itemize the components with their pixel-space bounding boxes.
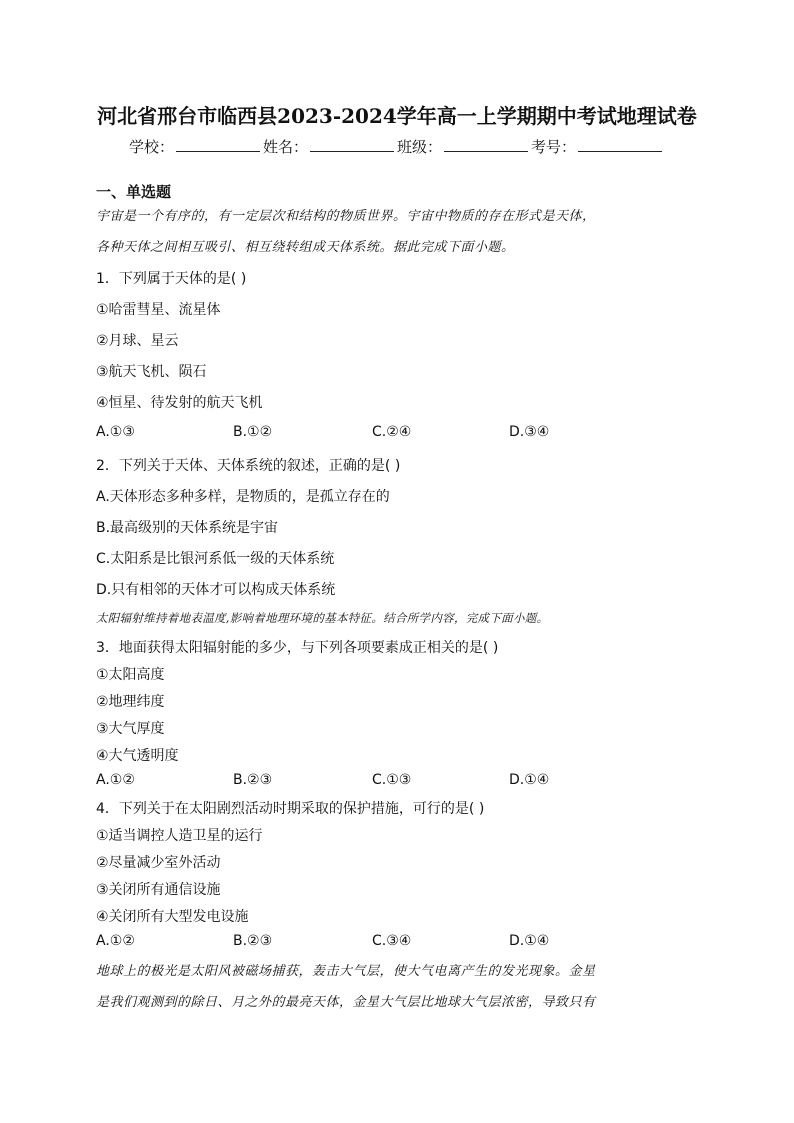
question-3-item: ④大气透明度 <box>96 748 179 764</box>
passage3-line: 地球上的极光是太阳风被磁场捕获，轰击大气层，使大气电离产生的发光现象。金星 <box>96 964 596 979</box>
question-4-item: ①适当调控人造卫星的运行 <box>96 828 263 844</box>
option-b[interactable]: B.①② <box>233 424 273 440</box>
option-c[interactable]: C.③④ <box>372 933 412 949</box>
school-label: 学校： <box>128 138 174 156</box>
number-label: 考号： <box>531 138 577 156</box>
question-3-item: ②地理纬度 <box>96 694 165 710</box>
option-b[interactable]: B.②③ <box>233 933 273 949</box>
passage1-line: 各种天体之间相互吸引、相互绕转组成天体系统。据此完成下面小题。 <box>96 240 515 255</box>
question-4-stem: 4．下列关于在太阳剧烈活动时期采取的保护措施，可行的是( ) <box>96 801 485 817</box>
question-2-option[interactable]: C.太阳系是比银河系低一级的天体系统 <box>96 551 335 567</box>
section-heading: 一、单选题 <box>96 183 172 201</box>
question-1-item: ③航天飞机、陨石 <box>96 364 207 380</box>
number-blank[interactable] <box>578 137 662 152</box>
passage3-line: 是我们观测到的除日、月之外的最亮天体，金星大气层比地球大气层浓密，导致只有 <box>96 995 596 1010</box>
question-3-item: ③大气厚度 <box>96 721 165 737</box>
question-1-item: ④恒星、待发射的航天飞机 <box>96 395 263 411</box>
question-2-stem: 2．下列关于天体、天体系统的叙述，正确的是( ) <box>96 458 401 474</box>
question-2-option[interactable]: B.最高级别的天体系统是宇宙 <box>96 520 279 536</box>
passage1-line: 宇宙是一个有序的，有一定层次和结构的物质世界。宇宙中物质的存在形式是天体， <box>96 209 596 224</box>
question-4-item: ③关闭所有通信设施 <box>96 882 221 898</box>
name-label: 姓名： <box>262 138 308 156</box>
question-1-item: ②月球、星云 <box>96 333 179 349</box>
question-3-stem: 3．地面获得太阳辐射能的多少，与下列各项要素成正相关的是( ) <box>96 640 499 656</box>
question-1-stem: 1．下列属于天体的是( ) <box>96 271 247 287</box>
question-3-item: ①太阳高度 <box>96 667 165 683</box>
option-a[interactable]: A.①③ <box>96 424 135 440</box>
class-label: 班级： <box>397 138 443 156</box>
option-c[interactable]: C.②④ <box>372 424 412 440</box>
option-c[interactable]: C.①③ <box>372 772 412 788</box>
option-d[interactable]: D.①④ <box>509 933 550 949</box>
passage2: 太阳辐射维持着地表温度,影响着地理环境的基本特征。结合所学内容，完成下面小题。 <box>96 611 549 625</box>
option-a[interactable]: A.①② <box>96 933 135 949</box>
school-blank[interactable] <box>176 137 260 152</box>
option-d[interactable]: D.①④ <box>509 772 550 788</box>
class-blank[interactable] <box>444 137 528 152</box>
option-b[interactable]: B.②③ <box>233 772 273 788</box>
option-a[interactable]: A.①② <box>96 772 135 788</box>
option-d[interactable]: D.③④ <box>509 424 550 440</box>
exam-title: 河北省邢台市临西县2023-2024学年高一上学期期中考试地理试卷 <box>97 104 697 128</box>
student-info-row <box>0 136 794 157</box>
question-1-item: ①哈雷彗星、流星体 <box>96 302 221 318</box>
question-4-item: ②尽量减少室外活动 <box>96 855 221 871</box>
question-2-option[interactable]: A.天体形态多种多样，是物质的，是孤立存在的 <box>96 489 390 505</box>
question-2-option[interactable]: D.只有相邻的天体才可以构成天体系统 <box>96 582 336 598</box>
question-4-item: ④关闭所有大型发电设施 <box>96 909 249 925</box>
name-blank[interactable] <box>310 137 394 152</box>
